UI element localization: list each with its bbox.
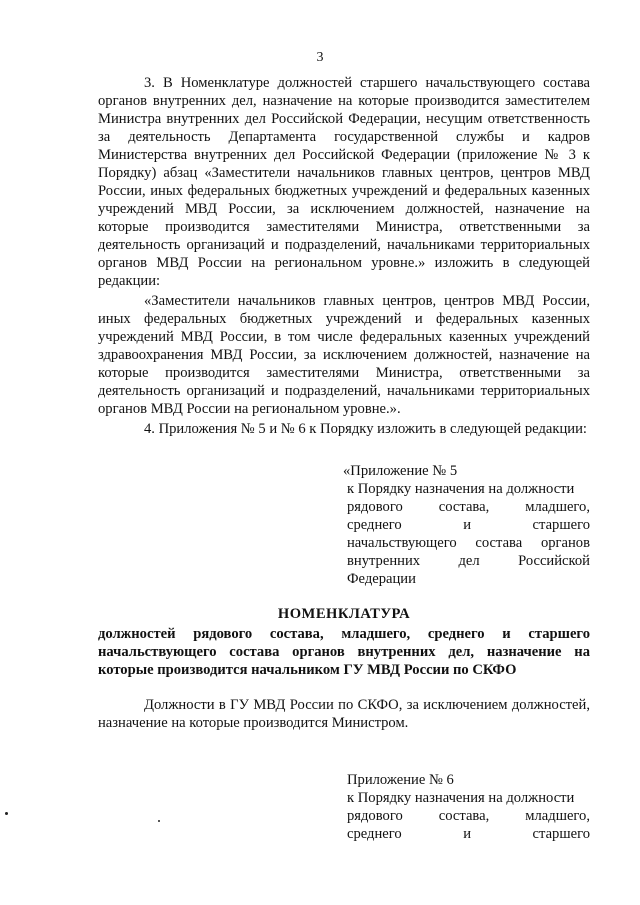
appendix-6-line: рядового состава, младшего, xyxy=(347,808,590,824)
nomenclature-body-text: Должности в ГУ МВД России по СКФО, за исключением должностей, назначение на которые производится Министром. xyxy=(98,697,590,731)
appendix-5-line: Федерации xyxy=(347,571,416,587)
appendix-5-header xyxy=(343,462,590,588)
appendix-6-line: к Порядку назначения на должности xyxy=(347,790,575,806)
paragraph-quoted-amendment: «Заместители начальников главных центров, центров МВД России, иных федеральных бюджетных учреждений и федеральных казенных учреждений МВД России, в том числе федеральных казенных учреждений здравоохранения МВД России, за исключением должностей, назначение на которые производится заместителями Министра, ответственными за деятельность организаций и подразделений, начальниками территориальных органов МВД России на региональном уровне.». xyxy=(98,293,590,417)
appendix-5-line: рядового состава, младшего, xyxy=(347,499,590,515)
paragraph-3: 3. В Номенклатуре должностей старшего начальствующего состава органов внутренних дел, назначение на которые производится заместителем Министра внутренних дел Российской Федерации, несущим ответственность за деятельность Департамента государственной службы и кадров Министерства внутренних дел Российской Федерации (приложение № 3 к Порядку) абзац «Заместители начальников главных центров, центров МВД России, иных федеральных бюджетных учреждений и федеральных казенных учреждений МВД России, за исключением должностей, назначение на которые производится заместителями Министра, ответственными за деятельность организаций и подразделений, начальниками территориальных органов МВД России на региональном уровне.» изложить в следующей редакции: xyxy=(98,75,590,289)
nomenclature-subtitle: должностей рядового состава, младшего, среднего и старшего начальствующего состава органов внутренних дел, назначение на которые производится начальником ГУ МВД России по СКФО xyxy=(98,626,590,678)
appendix-5-line: внутренних дел Российской xyxy=(347,553,590,569)
appendix-5-line: среднего и старшего xyxy=(347,517,590,533)
scan-speck xyxy=(5,812,8,815)
appendix-6-header xyxy=(347,771,590,843)
appendix-6-line: среднего и старшего xyxy=(347,826,590,842)
nomenclature-title: НОМЕНКЛАТУРА xyxy=(277,606,411,622)
appendix-5-line: к Порядку назначения на должности xyxy=(347,481,575,497)
appendix-6-title: Приложение № 6 xyxy=(347,772,454,788)
appendix-5-title: «Приложение № 5 xyxy=(343,463,458,479)
page-number: 3 xyxy=(316,50,324,65)
section-3-text xyxy=(98,74,590,438)
paragraph-4: 4. Приложения № 5 и № 6 к Порядку изложить в следующей редакции: xyxy=(144,421,587,437)
nomenclature-body xyxy=(98,696,590,732)
appendix-5-line: начальствующего состава органов xyxy=(347,535,590,551)
scan-speck xyxy=(158,820,160,822)
